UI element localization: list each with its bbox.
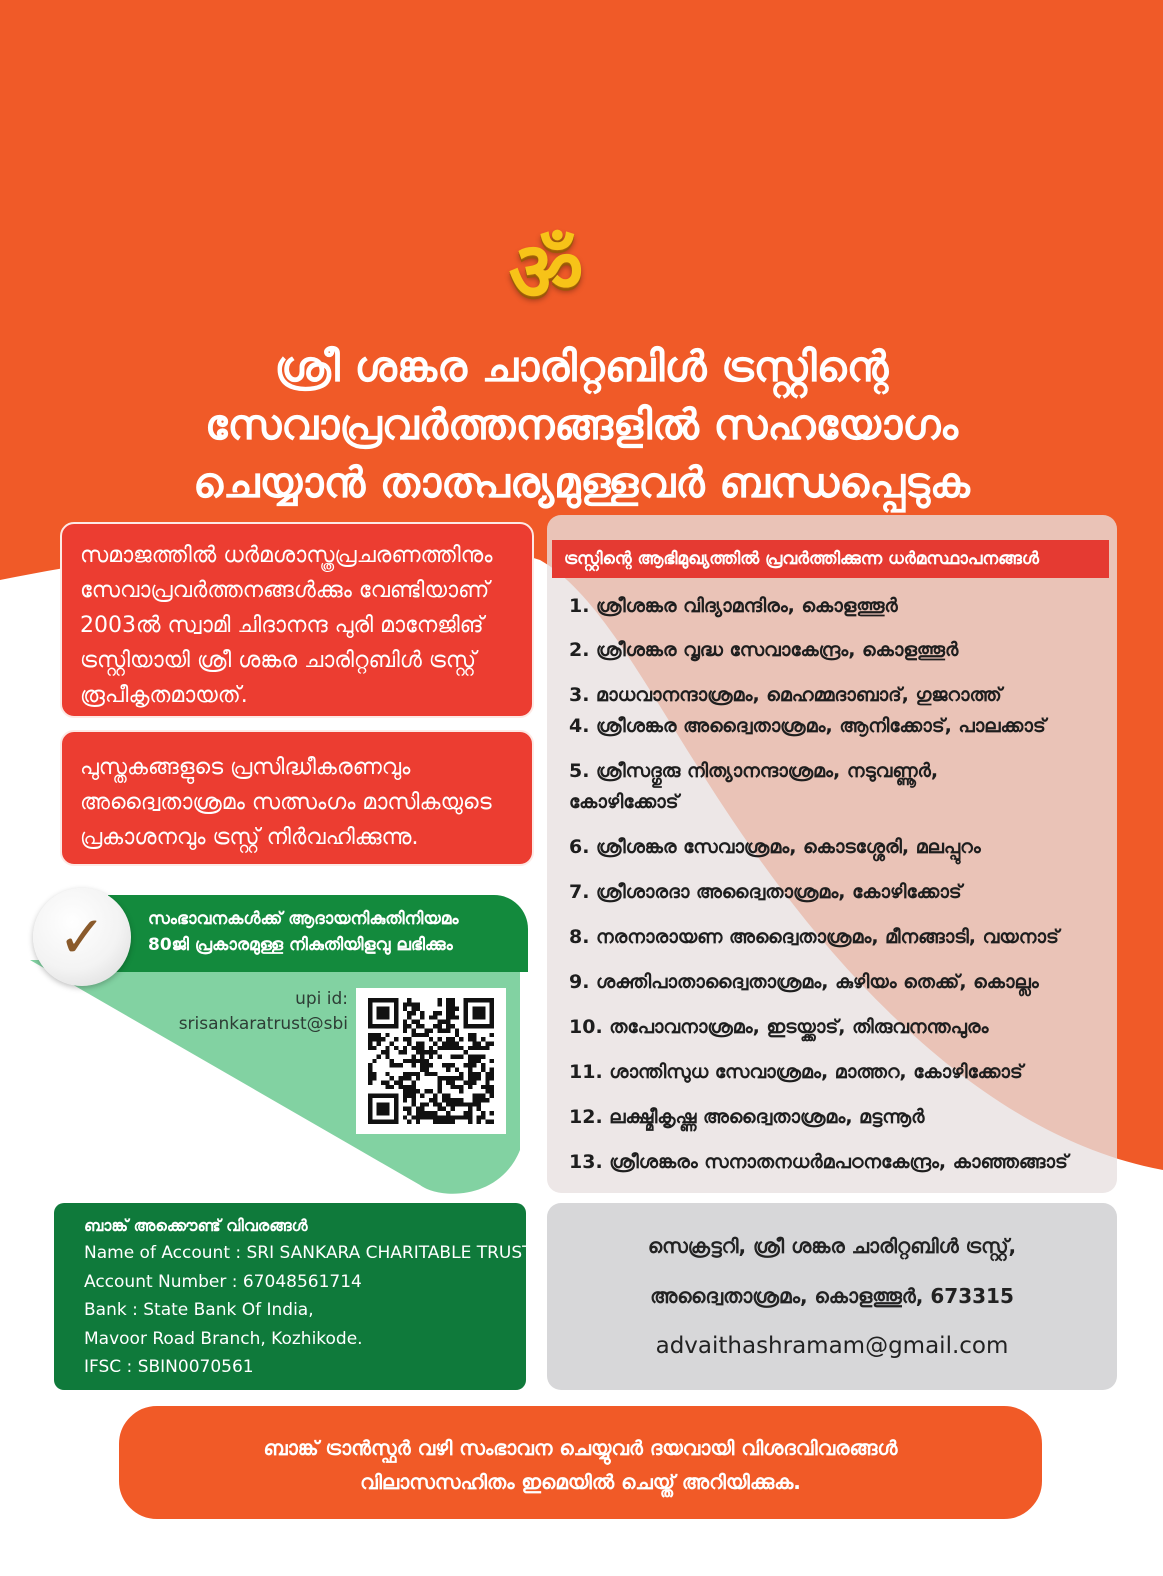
list-item: 11. ശാന്തിസുധ സേവാശ്രമം, മാത്തറ, കോഴിക്കോട്: [569, 1061, 1023, 1083]
publications-line: പ്രകാശനവും ട്രസ്റ്റ് നിർവഹിക്കുന്നു.: [80, 825, 419, 850]
intro-line: സേവാപ്രവർത്തനങ്ങൾക്കും വേണ്ടിയാണ്: [80, 578, 490, 603]
title-line-2: സേവാപ്രവർത്തനങ്ങളിൽ സഹയോഗം: [204, 400, 959, 449]
institutions-heading: ട്രസ്റ്റിന്റെ ആഭിമുഖ്യത്തിൽ പ്രവർത്തിക്കുന്ന ധർമസ്ഥാപനങ്ങൾ: [552, 540, 1109, 578]
page-title: [40, 338, 1123, 512]
upi-info: [170, 987, 348, 1037]
list-item: കോഴിക്കോട്: [569, 791, 679, 813]
bank-account-number: Account Number : 67048561714: [84, 1271, 362, 1292]
list-item: 2. ശ്രീശങ്കര വൃദ്ധ സേവാകേന്ദ്രം, കൊളത്തൂർ: [569, 639, 959, 661]
bank-name: Bank : State Bank Of India,: [84, 1300, 314, 1320]
intro-box: [60, 522, 534, 718]
contact-email[interactable]: advaithashramam@gmail.com: [655, 1333, 1009, 1359]
om-symbol: ॐ: [508, 225, 584, 320]
bank-details-box: [54, 1203, 533, 1390]
publications-box: [60, 730, 534, 866]
footer-note: [117, 1404, 1044, 1521]
list-item: 12. ലക്ഷ്മീകൃഷ്ണ അദ്വൈതാശ്രമം, മട്ടന്നൂർ: [569, 1106, 925, 1128]
tax-line-2: 80ജി പ്രകാരമുള്ള നികുതിയിളവു ലഭിക്കും: [148, 935, 453, 955]
list-item: 8. നരനാരായണ അദ്വൈതാശ്രമം, മീനങ്ങാടി, വയനാട്: [569, 926, 1059, 948]
intro-line: സമാജത്തിൽ ധർമശാസ്ത്രപ്രചരണത്തിനും: [80, 543, 493, 568]
list-item: 4. ശ്രീശങ്കര അദ്വൈതാശ്രമം, ആനിക്കോട്, പാലക്കാട്: [569, 715, 1046, 737]
upi-label: upi id:: [295, 989, 348, 1009]
bank-account-name: Name of Account : SRI SANKARA CHARITABLE TRUST: [84, 1243, 533, 1263]
publications-line: അദ്വൈതാശ്രമം സത്സംഗം മാസികയുടെ: [80, 790, 492, 815]
title-line-3: ചെയ്യാൻ താത്പര്യമുള്ളവർ ബന്ധപ്പെടുക: [193, 458, 970, 507]
list-item: 7. ശ്രീശാരദാ അദ്വൈതാശ്രമം, കോഴിക്കോട്: [569, 881, 962, 903]
intro-line: 2003ൽ സ്വാമി ചിദാനന്ദ പുരി മാനേജിങ്: [80, 613, 484, 638]
upi-qr-code[interactable]: [356, 988, 506, 1134]
bank-heading: ബാങ്ക് അക്കൌണ്ട് വിവരങ്ങൾ: [84, 1216, 308, 1235]
footer-line-2: വിലാസസഹിതം ഇമെയിൽ ചെയ്ത് അറിയിക്കുക.: [360, 1470, 801, 1494]
publications-line: പുസ്തകങ്ങളുടെ പ്രസിദ്ധീകരണവും: [80, 755, 411, 780]
list-item: 5. ശ്രീസദ്ഗുരു നിത്യാനന്ദാശ്രമം, നടുവണ്ണൂർ,: [569, 760, 939, 782]
list-item: 10. തപോവനാശ്രമം, ഇടയ്ക്കാട്, തിരുവനന്തപുരം: [569, 1016, 989, 1038]
contact-secretary: സെക്രട്ടറി, ശ്രീ ശങ്കര ചാരിറ്റബിൾ ട്രസ്റ്റ്,: [647, 1234, 1017, 1258]
intro-line: രൂപീകൃതമായത്.: [80, 683, 248, 708]
contact-address: അദ്വൈതാശ്രമം, കൊളത്തൂർ, 673315: [650, 1284, 1014, 1308]
intro-line: ട്രസ്റ്റിയായി ശ്രീ ശങ്കര ചാരിറ്റബിൾ ട്രസ്റ്റ്: [80, 648, 477, 673]
list-item: 9. ശക്തിപാതാദ്വൈതാശ്രമം, കുഴിയം തെക്ക്, കൊല്ലം: [569, 971, 1039, 993]
bank-ifsc: IFSC : SBIN0070561: [84, 1357, 254, 1377]
list-item: 13. ശ്രീശങ്കരം സനാതനധർമപഠനകേന്ദ്രം, കാഞ്ഞങ്ങാട്: [569, 1151, 1068, 1173]
tax-line-1: സംഭാവനകൾക്ക് ആദായനികുതിനിയമം: [148, 909, 459, 929]
contact-box: [547, 1203, 1117, 1390]
tax-exemption-banner: [108, 895, 528, 972]
list-item: 6. ശ്രീശങ്കര സേവാശ്രമം, കൊടശ്ശേരി, മലപ്പുറം: [569, 836, 981, 858]
footer-line-1: ബാങ്ക് ട്രാൻസ്ഫർ വഴി സംഭാവന ചെയ്യുവർ ദയവായി വിശദവിവരങ്ങൾ: [263, 1436, 898, 1460]
bank-branch: Mavoor Road Branch, Kozhikode.: [84, 1328, 363, 1349]
list-item: 3. മാധവാനന്ദാശ്രമം, മെഹമ്മദാബാദ്, ഗുജറാത്ത്: [569, 684, 1002, 706]
list-item: 1. ശ്രീശങ്കര വിദ്യാമന്ദിരം, കൊളത്തൂർ: [569, 595, 898, 617]
qr-code-icon: [366, 998, 496, 1124]
checkmark-icon: ✓: [33, 888, 131, 986]
upi-id: srisankaratrust@sbi: [178, 1014, 348, 1034]
title-line-1: ശ്രീ ശങ്കര ചാരിറ്റബിൾ ട്രസ്റ്റിന്റെ: [274, 342, 889, 391]
